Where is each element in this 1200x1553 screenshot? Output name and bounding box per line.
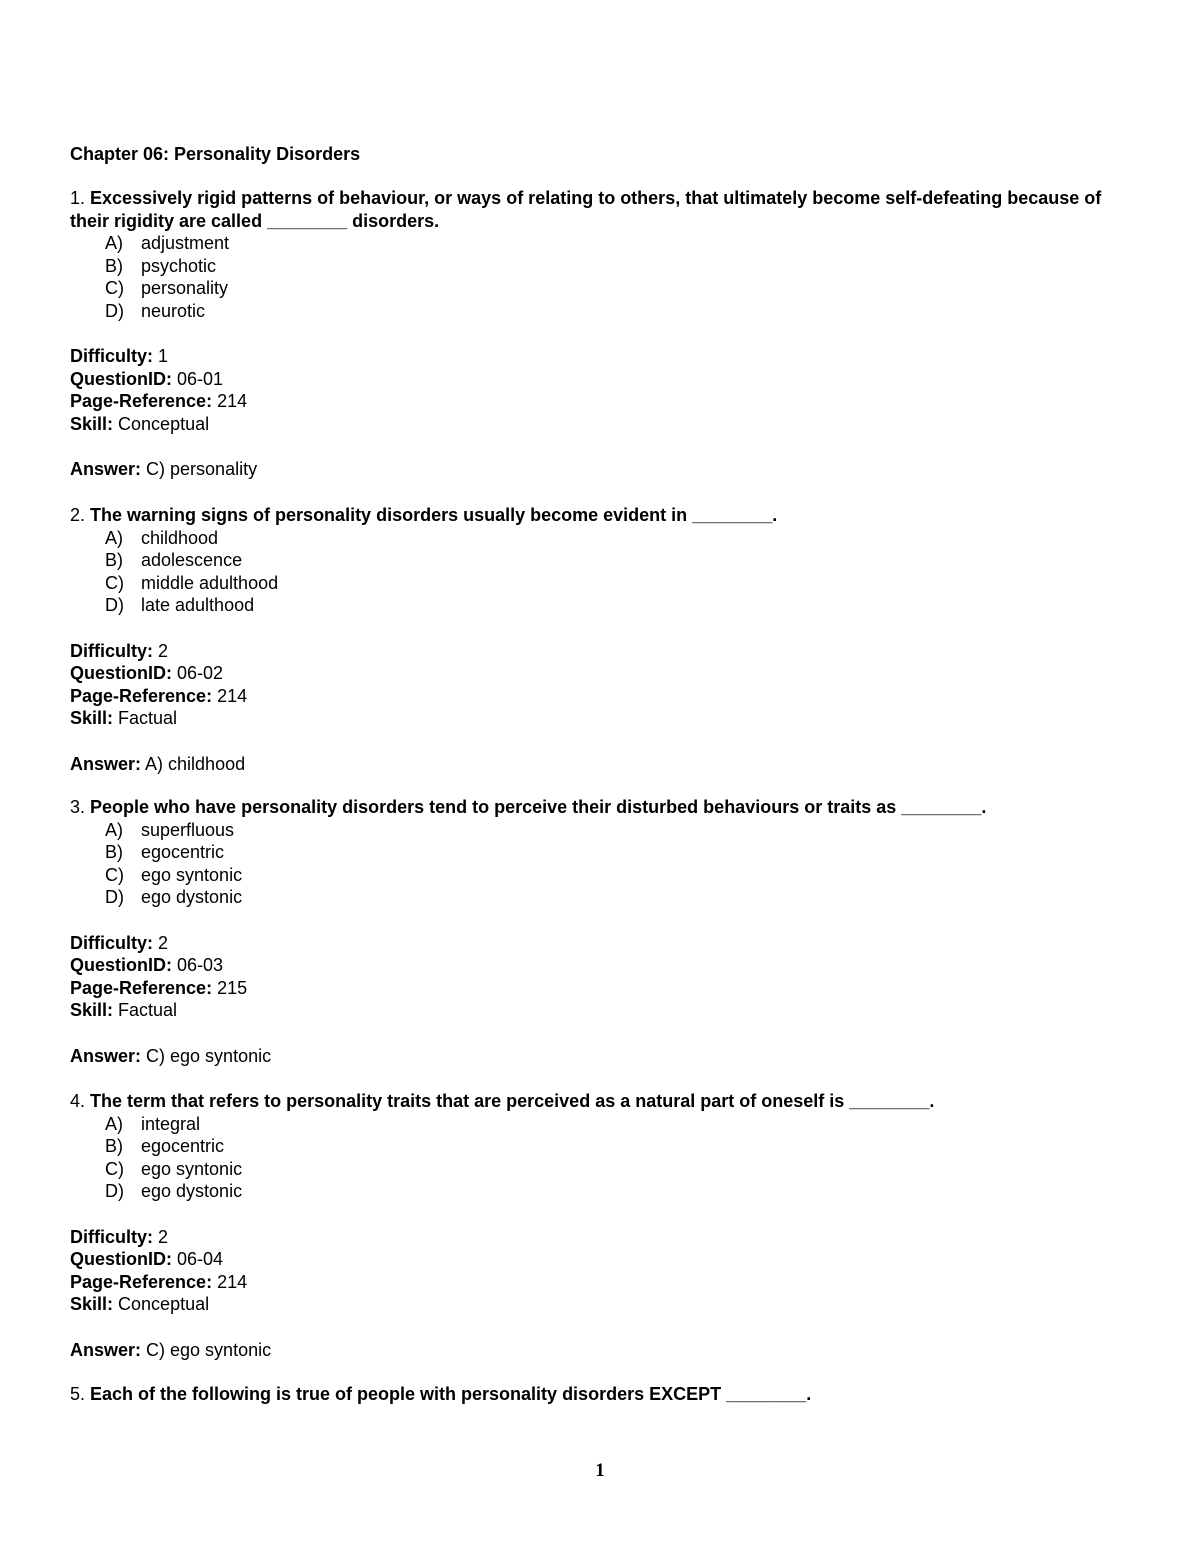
question-metadata <box>70 640 1130 730</box>
difficulty-value: 2 <box>158 1226 169 1247</box>
answer-value: C) ego syntonic <box>146 1045 272 1066</box>
skill-label: Skill: <box>70 1294 114 1315</box>
page-reference-label: Page-Reference: <box>70 1271 213 1292</box>
question-2 <box>70 504 1130 775</box>
option-text: ego dystonic <box>141 887 243 908</box>
option-letter: D) <box>105 595 124 616</box>
option-letter: A) <box>105 819 123 840</box>
answer-label: Answer: <box>70 1045 142 1066</box>
difficulty-label: Difficulty: <box>70 932 153 953</box>
question-id-row <box>70 1248 1130 1271</box>
page-reference-row <box>70 390 1130 413</box>
question-text: People who have personality disorders tend to perceive their disturbed behaviours or traits as ________. <box>90 797 987 817</box>
question-text: The warning signs of personality disorders usually become evident in ________. <box>90 505 778 525</box>
answer-value: C) ego syntonic <box>146 1339 272 1360</box>
option-letter: A) <box>105 1113 123 1134</box>
options-list <box>70 819 1130 909</box>
answer-row <box>70 753 1130 776</box>
question-stem <box>70 796 1130 819</box>
option-d <box>70 300 1130 323</box>
difficulty-value: 2 <box>158 932 169 953</box>
difficulty-row <box>70 1226 1130 1249</box>
option-a <box>70 527 1130 550</box>
question-text: The term that refers to personality traits that are perceived as a natural part of oneself is ________. <box>90 1091 935 1111</box>
option-c <box>70 277 1130 300</box>
question-number: 5. <box>70 1384 86 1404</box>
difficulty-label: Difficulty: <box>70 346 153 367</box>
page-reference-value: 214 <box>217 685 248 706</box>
option-text: ego dystonic <box>141 1181 243 1202</box>
option-text: adolescence <box>141 550 243 571</box>
option-text: neurotic <box>141 300 206 321</box>
option-letter: A) <box>105 233 123 254</box>
option-b <box>70 1135 1130 1158</box>
option-text: ego syntonic <box>141 1158 243 1179</box>
difficulty-row <box>70 640 1130 663</box>
question-5 <box>70 1383 1130 1406</box>
option-text: superfluous <box>141 819 235 840</box>
option-letter: C) <box>105 278 124 299</box>
answer-row <box>70 1339 1130 1362</box>
page-reference-label: Page-Reference: <box>70 391 213 412</box>
question-id-value: 06-02 <box>177 663 224 684</box>
question-number: 2. <box>70 505 86 525</box>
option-b <box>70 841 1130 864</box>
option-letter: B) <box>105 842 123 863</box>
option-letter: C) <box>105 1158 124 1179</box>
option-c <box>70 572 1130 595</box>
skill-row <box>70 1293 1130 1316</box>
question-id-label: QuestionID: <box>70 368 172 389</box>
option-text: personality <box>141 278 229 299</box>
question-id-value: 06-01 <box>177 368 224 389</box>
question-stem <box>70 1090 1130 1113</box>
question-id-row <box>70 954 1130 977</box>
skill-value: Conceptual <box>118 1294 210 1315</box>
option-c <box>70 864 1130 887</box>
skill-label: Skill: <box>70 708 114 729</box>
page-reference-row <box>70 685 1130 708</box>
question-metadata <box>70 345 1130 435</box>
difficulty-row <box>70 345 1130 368</box>
question-1 <box>70 187 1130 481</box>
option-letter: C) <box>105 572 124 593</box>
option-b <box>70 255 1130 278</box>
option-letter: A) <box>105 527 123 548</box>
page-reference-row <box>70 977 1130 1000</box>
options-list <box>70 527 1130 617</box>
page-reference-value: 214 <box>217 1271 248 1292</box>
difficulty-label: Difficulty: <box>70 1226 153 1247</box>
answer-row <box>70 458 1130 481</box>
question-stem <box>70 1383 1130 1406</box>
option-text: ego syntonic <box>141 864 243 885</box>
question-number: 4. <box>70 1091 86 1111</box>
question-id-value: 06-03 <box>177 955 224 976</box>
chapter-title: Chapter 06: Personality Disorders <box>70 144 361 164</box>
question-4 <box>70 1090 1130 1361</box>
option-a <box>70 819 1130 842</box>
question-id-label: QuestionID: <box>70 663 172 684</box>
option-a <box>70 232 1130 255</box>
page-number: 1 <box>595 1460 605 1481</box>
difficulty-value: 1 <box>158 346 169 367</box>
option-text: integral <box>141 1113 201 1134</box>
option-text: middle adulthood <box>141 572 279 593</box>
page-reference-label: Page-Reference: <box>70 977 213 998</box>
option-letter: D) <box>105 1181 124 1202</box>
question-metadata <box>70 932 1130 1022</box>
question-id-label: QuestionID: <box>70 1249 172 1270</box>
option-letter: B) <box>105 1136 123 1157</box>
skill-label: Skill: <box>70 1000 114 1021</box>
question-3 <box>70 796 1130 1067</box>
answer-label: Answer: <box>70 1339 142 1360</box>
option-text: adjustment <box>141 233 230 254</box>
question-stem <box>70 187 1130 232</box>
answer-value: C) personality <box>146 459 258 480</box>
answer-label: Answer: <box>70 753 142 774</box>
option-letter: B) <box>105 550 123 571</box>
skill-value: Factual <box>118 1000 178 1021</box>
option-d <box>70 1180 1130 1203</box>
option-letter: C) <box>105 864 124 885</box>
question-id-label: QuestionID: <box>70 955 172 976</box>
option-d <box>70 594 1130 617</box>
difficulty-label: Difficulty: <box>70 640 153 661</box>
difficulty-row <box>70 932 1130 955</box>
question-id-row <box>70 662 1130 685</box>
page-reference-value: 214 <box>217 391 248 412</box>
option-letter: D) <box>105 300 124 321</box>
question-number: 3. <box>70 797 86 817</box>
option-text: late adulthood <box>141 595 255 616</box>
page-reference-row <box>70 1271 1130 1294</box>
answer-label: Answer: <box>70 459 142 480</box>
skill-value: Conceptual <box>118 413 210 434</box>
option-a <box>70 1113 1130 1136</box>
option-text: psychotic <box>141 255 217 276</box>
skill-label: Skill: <box>70 413 114 434</box>
question-number: 1. <box>70 188 86 208</box>
question-text: Each of the following is true of people with personality disorders EXCEPT ________. <box>90 1384 812 1404</box>
option-letter: B) <box>105 255 123 276</box>
question-id-row <box>70 368 1130 391</box>
option-text: egocentric <box>141 842 225 863</box>
question-text: Excessively rigid patterns of behaviour, or ways of relating to others, that ultimately become self-defeating because of their rigidity are called ________ disorders. <box>70 188 1102 231</box>
page-reference-value: 215 <box>217 977 248 998</box>
option-c <box>70 1158 1130 1181</box>
skill-row <box>70 999 1130 1022</box>
answer-row <box>70 1045 1130 1068</box>
options-list <box>70 232 1130 322</box>
options-list <box>70 1113 1130 1203</box>
difficulty-value: 2 <box>158 640 169 661</box>
skill-row <box>70 707 1130 730</box>
question-stem <box>70 504 1130 527</box>
option-d <box>70 886 1130 909</box>
question-metadata <box>70 1226 1130 1316</box>
option-letter: D) <box>105 887 124 908</box>
option-b <box>70 549 1130 572</box>
page-reference-label: Page-Reference: <box>70 685 213 706</box>
option-text: childhood <box>141 527 219 548</box>
skill-row <box>70 413 1130 436</box>
answer-value: A) childhood <box>145 753 246 774</box>
skill-value: Factual <box>118 708 178 729</box>
option-text: egocentric <box>141 1136 225 1157</box>
question-id-value: 06-04 <box>177 1249 224 1270</box>
